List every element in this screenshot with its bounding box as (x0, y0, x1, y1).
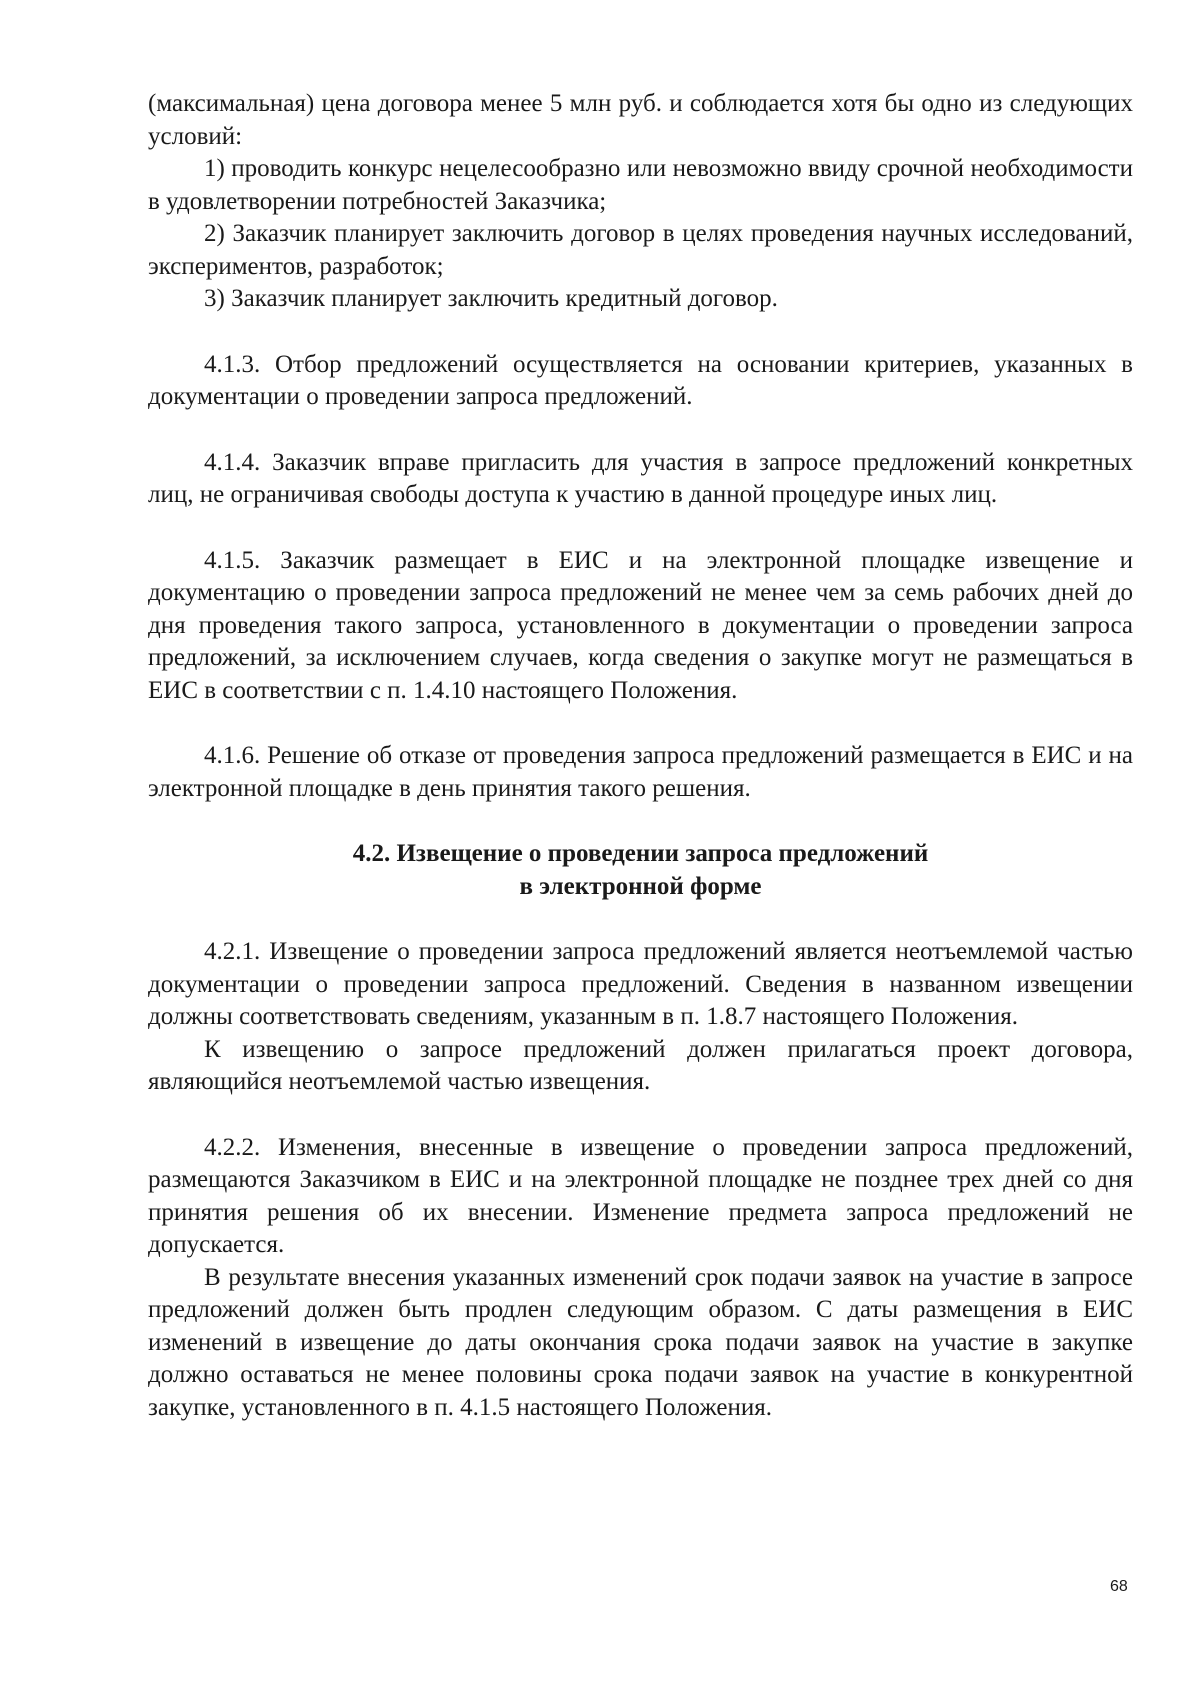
paragraph-4-2-1: 4.2.1. Извещение о проведении запроса предложений является неотъемлемой частью документации о проведении запроса предложений. Сведения в названном извещении должны соответствовать сведениям, указанным в п. 1.8.7 настоящего Положения. (148, 938, 1133, 1030)
condition-2: 2) Заказчик планирует заключить договор в целях проведения научных исследований, экспериментов, разработок; (148, 220, 1133, 280)
condition-3: 3) Заказчик планирует заключить кредитный договор. (204, 285, 778, 312)
paragraph-4-2-2: 4.2.2. Изменения, внесенные в извещение о проведении запроса предложений, размещаются Заказчиком в ЕИС и на электронной площадке не позднее трех дней со дня принятия решения об их внесении. Изменение предмета запроса предложений не допускается. (148, 1133, 1133, 1258)
paragraph-4-1-6: 4.1.6. Решение об отказе от проведения запроса предложений размещается в ЕИС и на электронной площадке в день принятия такого решения. (148, 742, 1133, 802)
section-heading-line-2: в электронной форме (519, 872, 762, 900)
document-page (148, 88, 1133, 1424)
condition-1: 1) проводить конкурс нецелесообразно или невозможно ввиду срочной необходимости в удовлетворении потребностей Заказчика; (148, 155, 1133, 215)
paragraph-intro: (максимальная) цена договора менее 5 млн руб. и соблюдается хотя бы одно из следующих условий: (148, 90, 1133, 150)
page-number: 68 (1110, 1578, 1128, 1595)
section-heading-line-1: 4.2. Извещение о проведении запроса предложений (352, 840, 929, 867)
paragraph-4-2-2-continued: В результате внесения указанных изменений срок подачи заявок на участие в запросе предложений должен быть продлен следующим образом. С даты размещения в ЕИС изменений в извещение до даты окончания срока подачи заявок на участие в закупке должно оставаться не менее половины срока подачи заявок на участие в конкурентной закупке, установленного в п. 4.1.5 настоящего Положения. (148, 1263, 1133, 1421)
paragraph-4-1-5: 4.1.5. Заказчик размещает в ЕИС и на электронной площадке извещение и документацию о проведении запроса предложений не менее чем за семь рабочих дней до дня проведения такого запроса, установленного в документации о проведении запроса предложений, за исключением случаев, когда сведения о закупке могут не размещаться в ЕИС в соответствии с п. 1.4.10 настоящего Положения. (148, 546, 1133, 704)
paragraph-4-1-4: 4.1.4. Заказчик вправе пригласить для участия в запросе предложений конкретных лиц, не ограничивая свободы доступа к участию в данной процедуре иных лиц. (148, 448, 1133, 508)
paragraph-4-2-1-continued: К извещению о запросе предложений должен прилагаться проект договора, являющийся неотъемлемой частью извещения. (148, 1035, 1133, 1095)
section-heading-4-2 (148, 838, 1133, 903)
paragraph-4-1-3: 4.1.3. Отбор предложений осуществляется на основании критериев, указанных в документации о проведении запроса предложений. (148, 350, 1133, 410)
